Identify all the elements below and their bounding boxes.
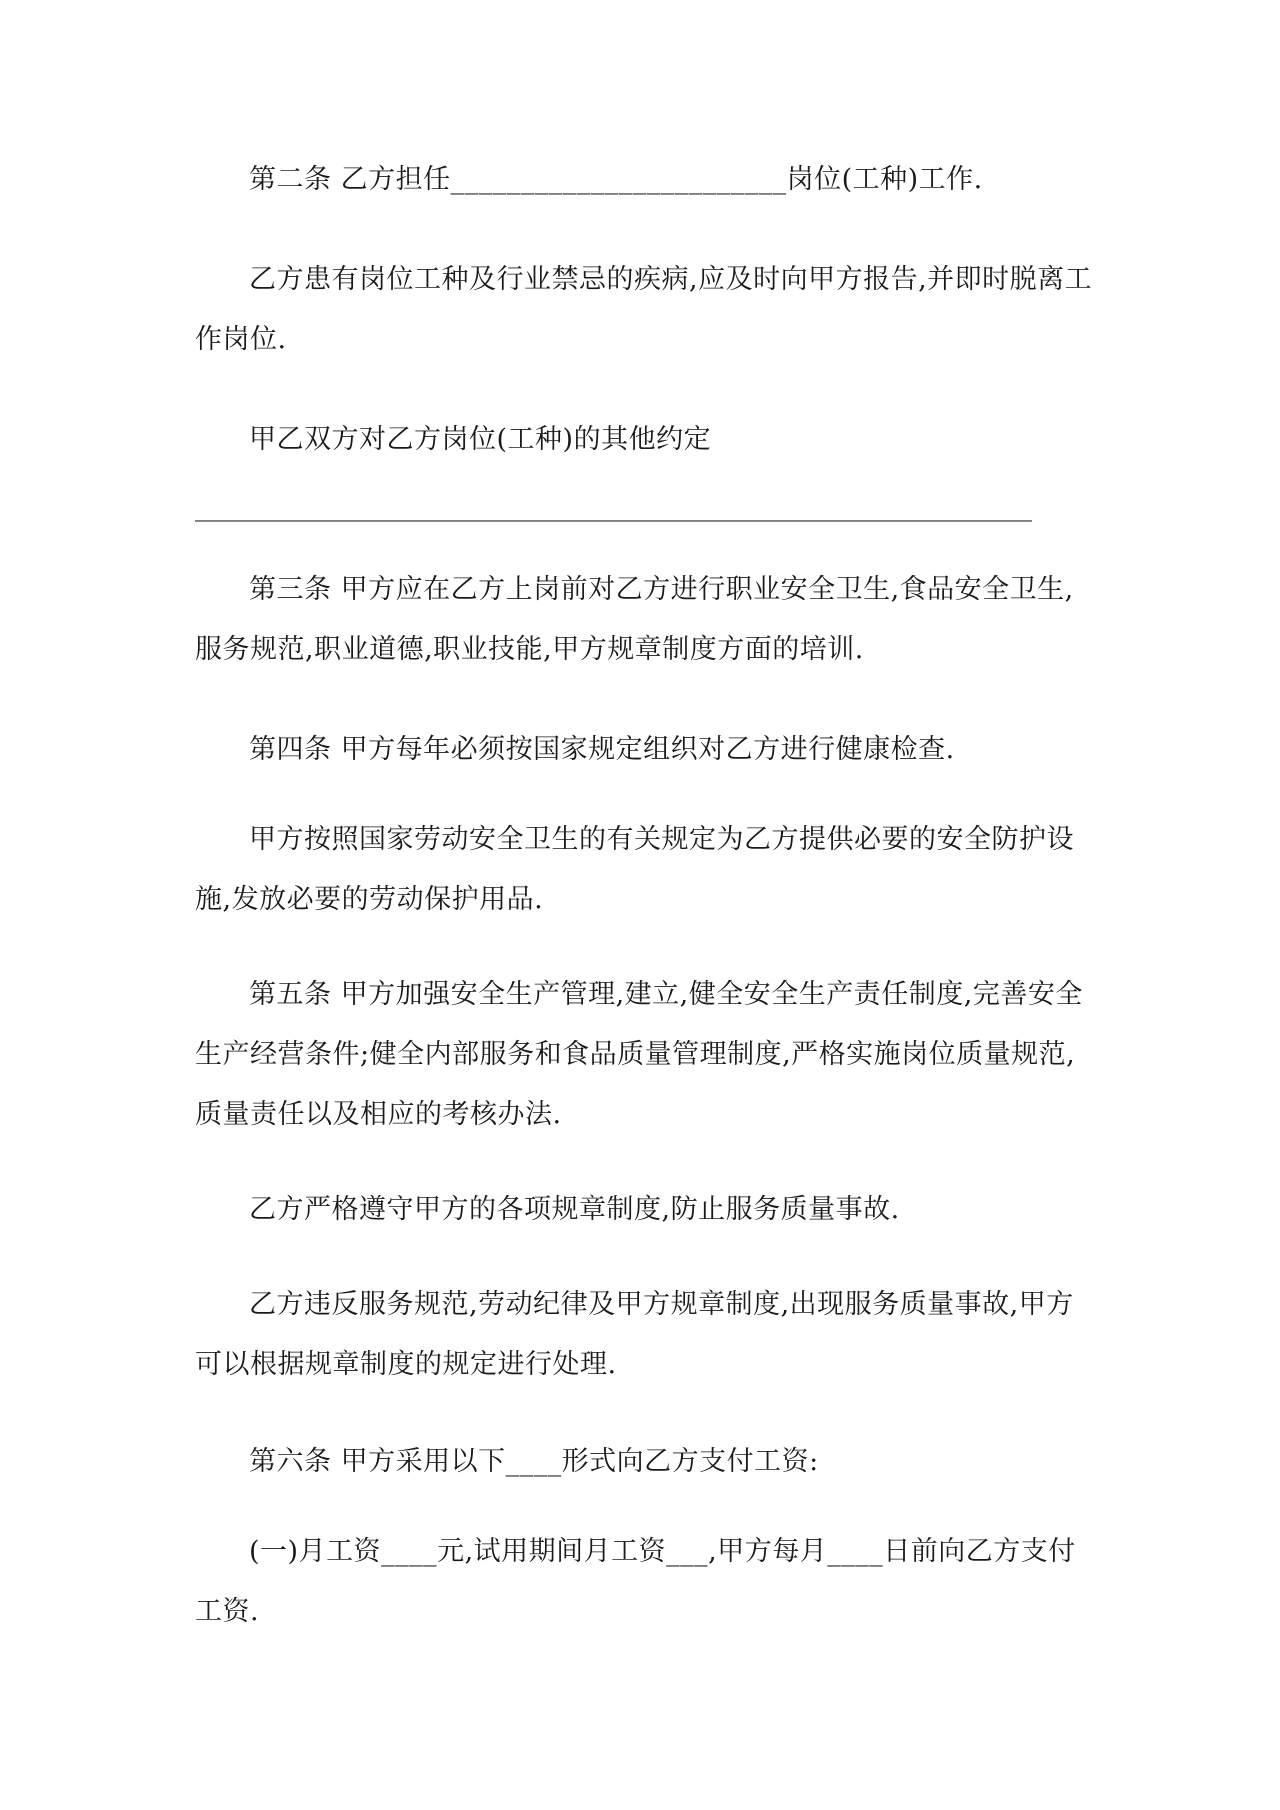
paragraph-text: 甲乙双方对乙方岗位(工种)的其他约定 — [249, 424, 712, 455]
paragraph-article-3 — [195, 560, 1095, 680]
paragraph-other-agreement — [195, 410, 1095, 470]
paragraph-text: 第三条 甲方应在乙方上岗前对乙方进行职业安全卫生,食品安全卫生,服务规范,职业道德,职业技能,甲方规章制度方面的培训. — [195, 574, 1074, 665]
paragraph-compliance — [195, 1180, 1095, 1240]
paragraph-safety-equipment — [195, 810, 1095, 930]
blank-fill-line — [195, 477, 1095, 537]
paragraph-article-4 — [195, 720, 1095, 780]
paragraph-violations — [195, 1275, 1095, 1395]
paragraph-monthly-wage — [195, 1522, 1095, 1642]
paragraph-text: 甲方按照国家劳动安全卫生的有关规定为乙方提供必要的安全防护设施,发放必要的劳动保护用品. — [195, 824, 1074, 915]
paragraph-disease-report — [195, 250, 1095, 370]
paragraph-text: 乙方违反服务规范,劳动纪律及甲方规章制度,出现服务质量事故,甲方可以根据规章制度的规定进行处理. — [195, 1289, 1074, 1380]
paragraph-text: 第五条 甲方加强安全生产管理,建立,健全安全生产责任制度,完善安全生产经营条件;健全内部服务和食品质量管理制度,严格实施岗位质量规范,质量责任以及相应的考核办法. — [195, 979, 1083, 1130]
paragraph-text: 第四条 甲方每年必须按国家规定组织对乙方进行健康检查. — [249, 734, 955, 765]
paragraph-text: ______________________________________________________________ — [195, 491, 1032, 522]
paragraph-text: 乙方严格遵守甲方的各项规章制度,防止服务质量事故. — [249, 1194, 900, 1225]
paragraph-article-2 — [195, 150, 1095, 210]
paragraph-text: (一)月工资____元,试用期间月工资___,甲方每月____日前向乙方支付工资. — [195, 1536, 1076, 1627]
paragraph-text: 第二条 乙方担任________________________岗位(工种)工作. — [249, 164, 983, 195]
paragraph-text: 第六条 甲方采用以下____形式向乙方支付工资: — [249, 1446, 819, 1477]
paragraph-article-5 — [195, 965, 1095, 1145]
paragraph-article-6 — [195, 1432, 1095, 1492]
paragraph-text: 乙方患有岗位工种及行业禁忌的疾病,应及时向甲方报告,并即时脱离工作岗位. — [195, 264, 1093, 355]
